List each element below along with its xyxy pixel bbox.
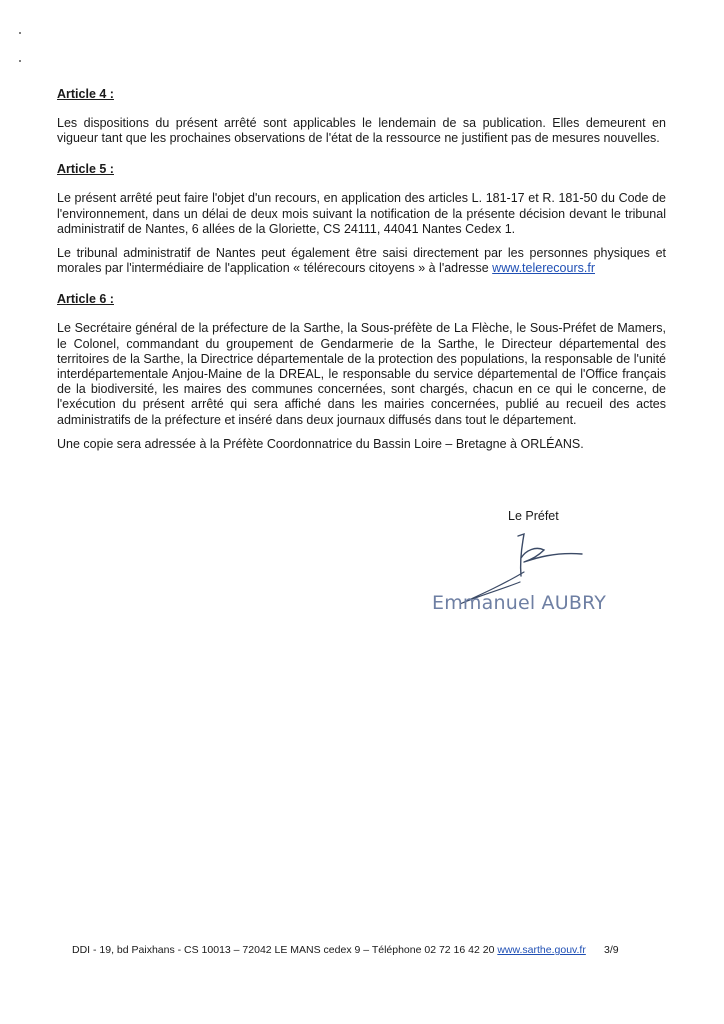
footer-address: DDI - 19, bd Paixhans - CS 10013 – 72042 LE MANS cedex 9 – Téléphone 02 72 16 42 20 [72, 944, 495, 956]
article-5-paragraph-2-text: Le tribunal administratif de Nantes peut également être saisi directement par les personnes physiques et morales par l'intermédiaire de l'application « télérecours citoyens » à l'adresse [57, 246, 666, 276]
telerecours-link[interactable]: www.telerecours.fr [492, 261, 595, 276]
article-5-heading: Article 5 : [57, 162, 114, 177]
page-number: 3/9 [604, 944, 619, 956]
article-5-paragraph-1: Le présent arrêté peut faire l'objet d'un recours, en application des articles L. 181-17 et R. 181-50 du Code de l'environnement, dans un délai de deux mois suivant la notification de la présente décision devant le tribunal administratif de Nantes, 6 allées de la Gloriette, CS 24111, 44041 Nantes Cedex 1. [57, 191, 666, 236]
document-body [57, 86, 666, 452]
article-6-heading: Article 6 : [57, 292, 114, 307]
page-footer [72, 944, 632, 956]
article-5-paragraph-2 [57, 246, 666, 276]
footer-website-link[interactable]: www.sarthe.gouv.fr [497, 944, 586, 956]
handwritten-signature [420, 532, 610, 632]
article-6-paragraph-1: Le Secrétaire général de la préfecture de la Sarthe, la Sous-préfète de La Flèche, le Sous-Préfet de Mamers, le Colonel, commandant du groupement de Gendarmerie de la Sarthe, le Directeur départemental des territoires de la Sarthe, la Directrice départementale de la protection des populations, la responsable de l'unité interdépartementale Anjou-Maine de la DREAL, le responsable du service départemental de l'Office français de la biodiversité, les maires des communes concernées, sont chargés, chacun en ce qui le concerne, de l'exécution du présent arrêté qui sera affiché dans les mairies concernées, publié au recueil des actes administratifs de la préfecture et inséré dans deux journaux diffusés dans tout le département. [57, 321, 666, 427]
signature-stamp-name: Emmanuel AUBRY [432, 592, 607, 614]
article-4-heading: Article 4 : [57, 87, 114, 101]
signer-title: Le Préfet [508, 509, 559, 523]
article-4-paragraph: Les dispositions du présent arrêté sont applicables le lendemain de sa publication. Elles demeurent en vigueur tant que les prochaines observations de l'état de la ressource ne justifient pas de mesures nouvelles. [57, 116, 666, 146]
article-6-paragraph-2: Une copie sera adressée à la Préfète Coordonnatrice du Bassin Loire – Bretagne à ORLÉANS. [57, 436, 584, 451]
scan-speck [19, 32, 21, 34]
scan-speck [19, 60, 21, 62]
